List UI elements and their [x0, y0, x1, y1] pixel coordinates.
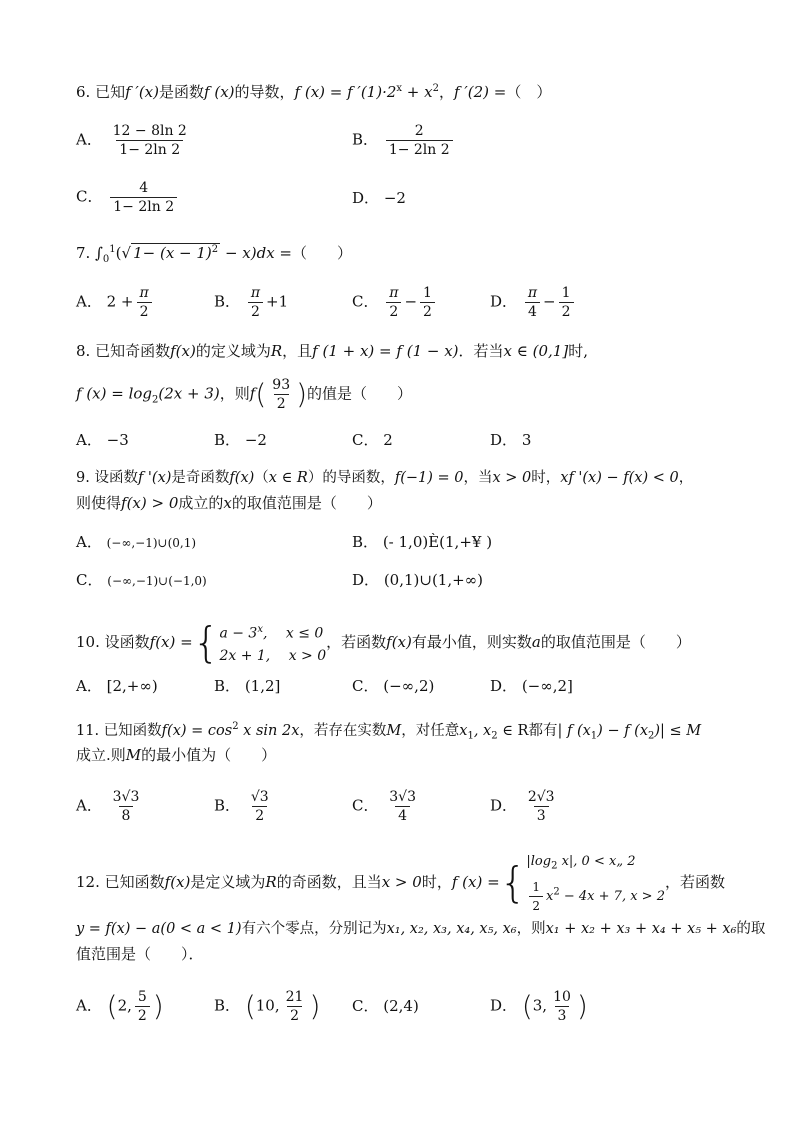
- question-6-stem: 6. 已知f ′(x)是函数f (x)的导数，f (x) = f $'(1)\cdot 2^x + x^2$，f ′(2) =（ ）: [76, 83, 552, 101]
- question-12-stem: 12. 已知函数f(x)是定义域为R的奇函数，且当x > 0时，f (x) ={ $|\log_2$ x|, 0 < x„ 2 $\frac{1}{2}$ $x^2 - 4x + 7$, x > 2 ，若函数: [76, 854, 725, 913]
- question-number: 7.: [76, 244, 91, 262]
- option-d[interactable]: D． $\frac{\pi}{4}$ − $\frac{1}{2}$: [490, 284, 577, 321]
- option-b[interactable]: B． (10, $\frac{21}{2}$ ): [214, 989, 321, 1024]
- option-b[interactable]: B． −2: [214, 431, 267, 449]
- option-c[interactable]: C． (−∞,−1)∪(−1,0): [76, 571, 207, 589]
- question-8-stem-line2: f $(x) = \log_2(2x + 3)$，则f( $\frac{93}{2}$ )的值是（ ）: [76, 377, 413, 412]
- option-c[interactable]: C． $\frac{3√3}{4}$: [352, 789, 417, 824]
- question-9-stem-line2: 则使得f(x) > 0成立的x的取值范围是（ ）: [76, 494, 382, 512]
- option-c[interactable]: C． (−∞,2): [352, 677, 435, 695]
- question-7-stem: 7. $\int_0^1(√$ $1- (x - 1)^2 - x)dx$ =（ ）: [76, 244, 353, 265]
- option-a[interactable]: A． 2 + $\frac{\pi}{2}$: [76, 284, 155, 321]
- option-c[interactable]: C． $\frac{4}{1- 2\ln 2}$: [76, 179, 180, 216]
- option-a[interactable]: A． (−∞,−1)∪(0,1): [76, 533, 197, 551]
- option-b[interactable]: B． $\frac{2}{1- 2\ln 2}$: [352, 122, 456, 159]
- option-a[interactable]: A． $\frac{3√3}{8}$: [76, 789, 140, 824]
- question-12-stem-line2: y = f(x) − a(0 < a < 1)有六个零点，分别记为x₁, x₂, x₃, x₄, x₅, x₆，则x₁ + x₂ + x₃ + x₄ + x₅ + x₆的取: [76, 921, 766, 937]
- question-number: 11.: [76, 722, 100, 739]
- question-8-stem: 8. 已知奇函数f(x)的定义域为R，且f (1 + x) = f (1 − x)．若当x ∈ (0,1]时,: [76, 342, 588, 360]
- question-number: 12.: [76, 872, 100, 891]
- question-number: 9.: [76, 470, 90, 486]
- question-12-stem-line3: 值范围是（ ）．: [76, 945, 204, 963]
- question-10-stem: 10. 设函数f(x) ={ $a - 3^x$, x ≤ 0 2x + 1, x > 0 ，若函数f(x)有最小值，则实数a的取值范围是（ ）: [76, 617, 691, 667]
- option-d[interactable]: D． 3: [490, 431, 532, 449]
- option-b[interactable]: B． $\frac{\pi}{2}$ +1: [214, 285, 289, 320]
- option-d[interactable]: D． (3, $\frac{10}{3}$ ): [490, 989, 588, 1024]
- option-d[interactable]: D． (−∞,2]: [490, 677, 573, 695]
- option-c[interactable]: C． (2,4): [352, 997, 419, 1015]
- option-a[interactable]: A． [2,+∞): [76, 677, 158, 695]
- option-a[interactable]: A． −3: [76, 431, 129, 449]
- option-a[interactable]: A． $\frac{12 - 8\ln 2}{1- 2\ln 2}$: [76, 123, 187, 158]
- question-number: 10.: [76, 632, 100, 651]
- option-d[interactable]: D． $\frac{2√3}{3}$: [490, 789, 555, 824]
- option-d[interactable]: D． (0,1)∪(1,+∞): [352, 571, 484, 589]
- option-a[interactable]: A． (2, $\frac{5}{2}$ ): [76, 989, 164, 1024]
- question-number: 8.: [76, 342, 91, 360]
- option-b[interactable]: B． (1,2]: [214, 677, 281, 695]
- option-b[interactable]: B． $\frac{√3}{2}$: [214, 789, 269, 824]
- question-number: 6.: [76, 83, 91, 101]
- question-11-stem: 11. 已知函数$f(x) = \cos^2 x$ sin 2x，若存在实数M，对任意$x_1$, $x_2$ ∈ R都有| f $(x_1) - f$ $(x_2)| \le M$: [76, 721, 702, 742]
- option-d[interactable]: D． −2: [352, 189, 406, 207]
- option-c[interactable]: C． $\frac{\pi}{2}$ − $\frac{1}{2}$: [352, 284, 438, 321]
- question-11-stem-line2: 成立.则M的最小值为（ ）: [76, 746, 277, 764]
- question-9-stem: 9. 设函数f '(x)是奇函数f(x)（x ∈ R）的导函数，f(−1) = 0，当x > 0时，xf '(x) − f(x) < 0，: [76, 470, 694, 486]
- option-c[interactable]: C． 2: [352, 431, 393, 449]
- option-b[interactable]: B． (- 1,0)È(1,+¥ ): [352, 533, 493, 551]
